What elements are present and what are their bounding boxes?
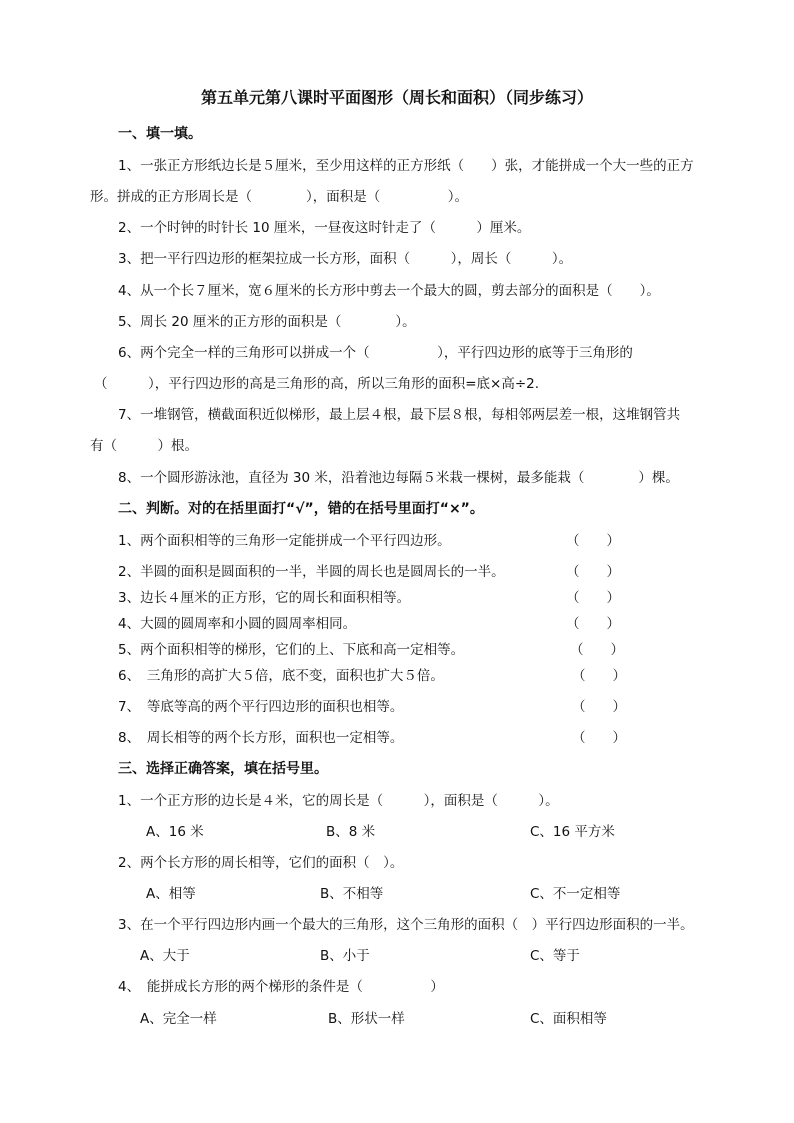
s3-q1: 1、一个正方形的边长是４米，它的周长是（ ），面积是（ ）。 xyxy=(118,793,559,809)
s3-q2: 2、两个长方形的周长相等，它们的面积（ ）。 xyxy=(118,855,404,871)
s3-q2-option-c: C、不一定相等 xyxy=(530,886,621,902)
s3-q3-option-c: C、等于 xyxy=(530,948,580,964)
section2-heading: 二、判断。对的在括里面打“√”，错的在括号里面打“×”。 xyxy=(118,501,484,517)
s2-bracket-4: （ ） xyxy=(566,616,620,632)
s2-item-8: 8、 周长相等的两个长方形，面积也一定相等。 xyxy=(118,730,404,746)
s2-bracket-2: （ ） xyxy=(566,564,620,580)
s2-bracket-8: （ ） xyxy=(572,730,626,746)
s1-line-5: 4、从一个长７厘米，宽６厘米的长方形中剪去一个最大的圆，剪去部分的面积是（ ）。 xyxy=(118,283,660,299)
s1-line-3: 2、一个时钟的时针长 10 厘米，一昼夜这时针走了（ ）厘米。 xyxy=(118,220,531,236)
s3-q3-option-b: B、小于 xyxy=(320,948,370,964)
s2-item-2: 2、半圆的面积是圆面积的一半，半圆的周长也是圆周长的一半。 xyxy=(118,564,505,580)
s2-bracket-6: （ ） xyxy=(572,668,626,684)
s2-item-1: 1、两个面积相等的三角形一定能拼成一个平行四边形。 xyxy=(118,533,451,549)
s1-line-9: 7、一堆钢管，横截面积近似梯形，最上层４根，最下层８根，每相邻两层差一根，这堆钢管共 xyxy=(118,407,681,423)
section1-heading: 一、填一填。 xyxy=(118,126,202,142)
s3-q4-option-b: B、形状一样 xyxy=(328,1011,405,1027)
s1-line-6: 5、周长 20 厘米的正方形的面积是（ ）。 xyxy=(118,314,416,330)
s2-item-5: 5、两个面积相等的梯形，它们的上、下底和高一定相等。 xyxy=(118,642,465,658)
s1-line-2: 形。拼成的正方形周长是（ ），面积是（ ）。 xyxy=(90,189,468,205)
s1-line-10: 有（ ）根。 xyxy=(90,438,198,454)
s3-q4-option-c: C、面积相等 xyxy=(530,1011,607,1027)
s3-q1-option-c: C、16 平方米 xyxy=(530,824,615,840)
s2-item-6: 6、 三角形的高扩大５倍，底不变，面积也扩大５倍。 xyxy=(118,668,444,684)
s3-q4: 4、 能拼成长方形的两个梯形的条件是（ ） xyxy=(118,979,444,995)
s2-item-7: 7、 等底等高的两个平行四边形的面积也相等。 xyxy=(118,699,404,715)
s3-q3-option-a: A、大于 xyxy=(140,948,190,964)
s1-line-4: 3、把一平行四边形的框架拉成一长方形，面积（ ），周长（ ）。 xyxy=(118,251,573,267)
s3-q3: 3、在一个平行四边形内画一个最大的三角形，这个三角形的面积（ ）平行四边形面积的一半。 xyxy=(118,917,694,933)
page-title: 第五单元第八课时平面图形（周长和面积）（同步练习） xyxy=(200,88,593,107)
s3-q2-option-a: A、相等 xyxy=(146,886,196,902)
s3-q2-option-b: B、不相等 xyxy=(320,886,384,902)
s1-line-8: （ ），平行四边形的高是三角形的高，所以三角形的面积=底×高÷2. xyxy=(94,376,540,392)
s3-q1-option-b: B、8 米 xyxy=(326,824,376,840)
s2-bracket-3: （ ） xyxy=(566,590,620,606)
s2-bracket-5: （ ） xyxy=(570,642,624,658)
s2-item-4: 4、大圆的圆周率和小圆的圆周率相同。 xyxy=(118,616,357,632)
s1-line-7: 6、两个完全一样的三角形可以拼成一个（ ），平行四边形的底等于三角形的 xyxy=(118,345,633,361)
s3-q4-option-a: A、完全一样 xyxy=(140,1011,217,1027)
s1-line-11: 8、一个圆形游泳池，直径为 30 米，沿着池边每隔５米栽一棵树，最多能栽（ ）棵。 xyxy=(118,470,679,486)
s2-bracket-1: （ ） xyxy=(566,533,620,549)
s2-item-3: 3、边长４厘米的正方形，它的周长和面积相等。 xyxy=(118,590,411,606)
s1-line-1: 1、一张正方形纸边长是５厘米，至少用这样的正方形纸（ ）张，才能拼成一个大一些的正方 xyxy=(118,158,694,174)
s3-q1-option-a: A、16 米 xyxy=(146,824,204,840)
section3-heading: 三、选择正确答案，填在括号里。 xyxy=(118,761,328,777)
s2-bracket-7: （ ） xyxy=(572,699,626,715)
